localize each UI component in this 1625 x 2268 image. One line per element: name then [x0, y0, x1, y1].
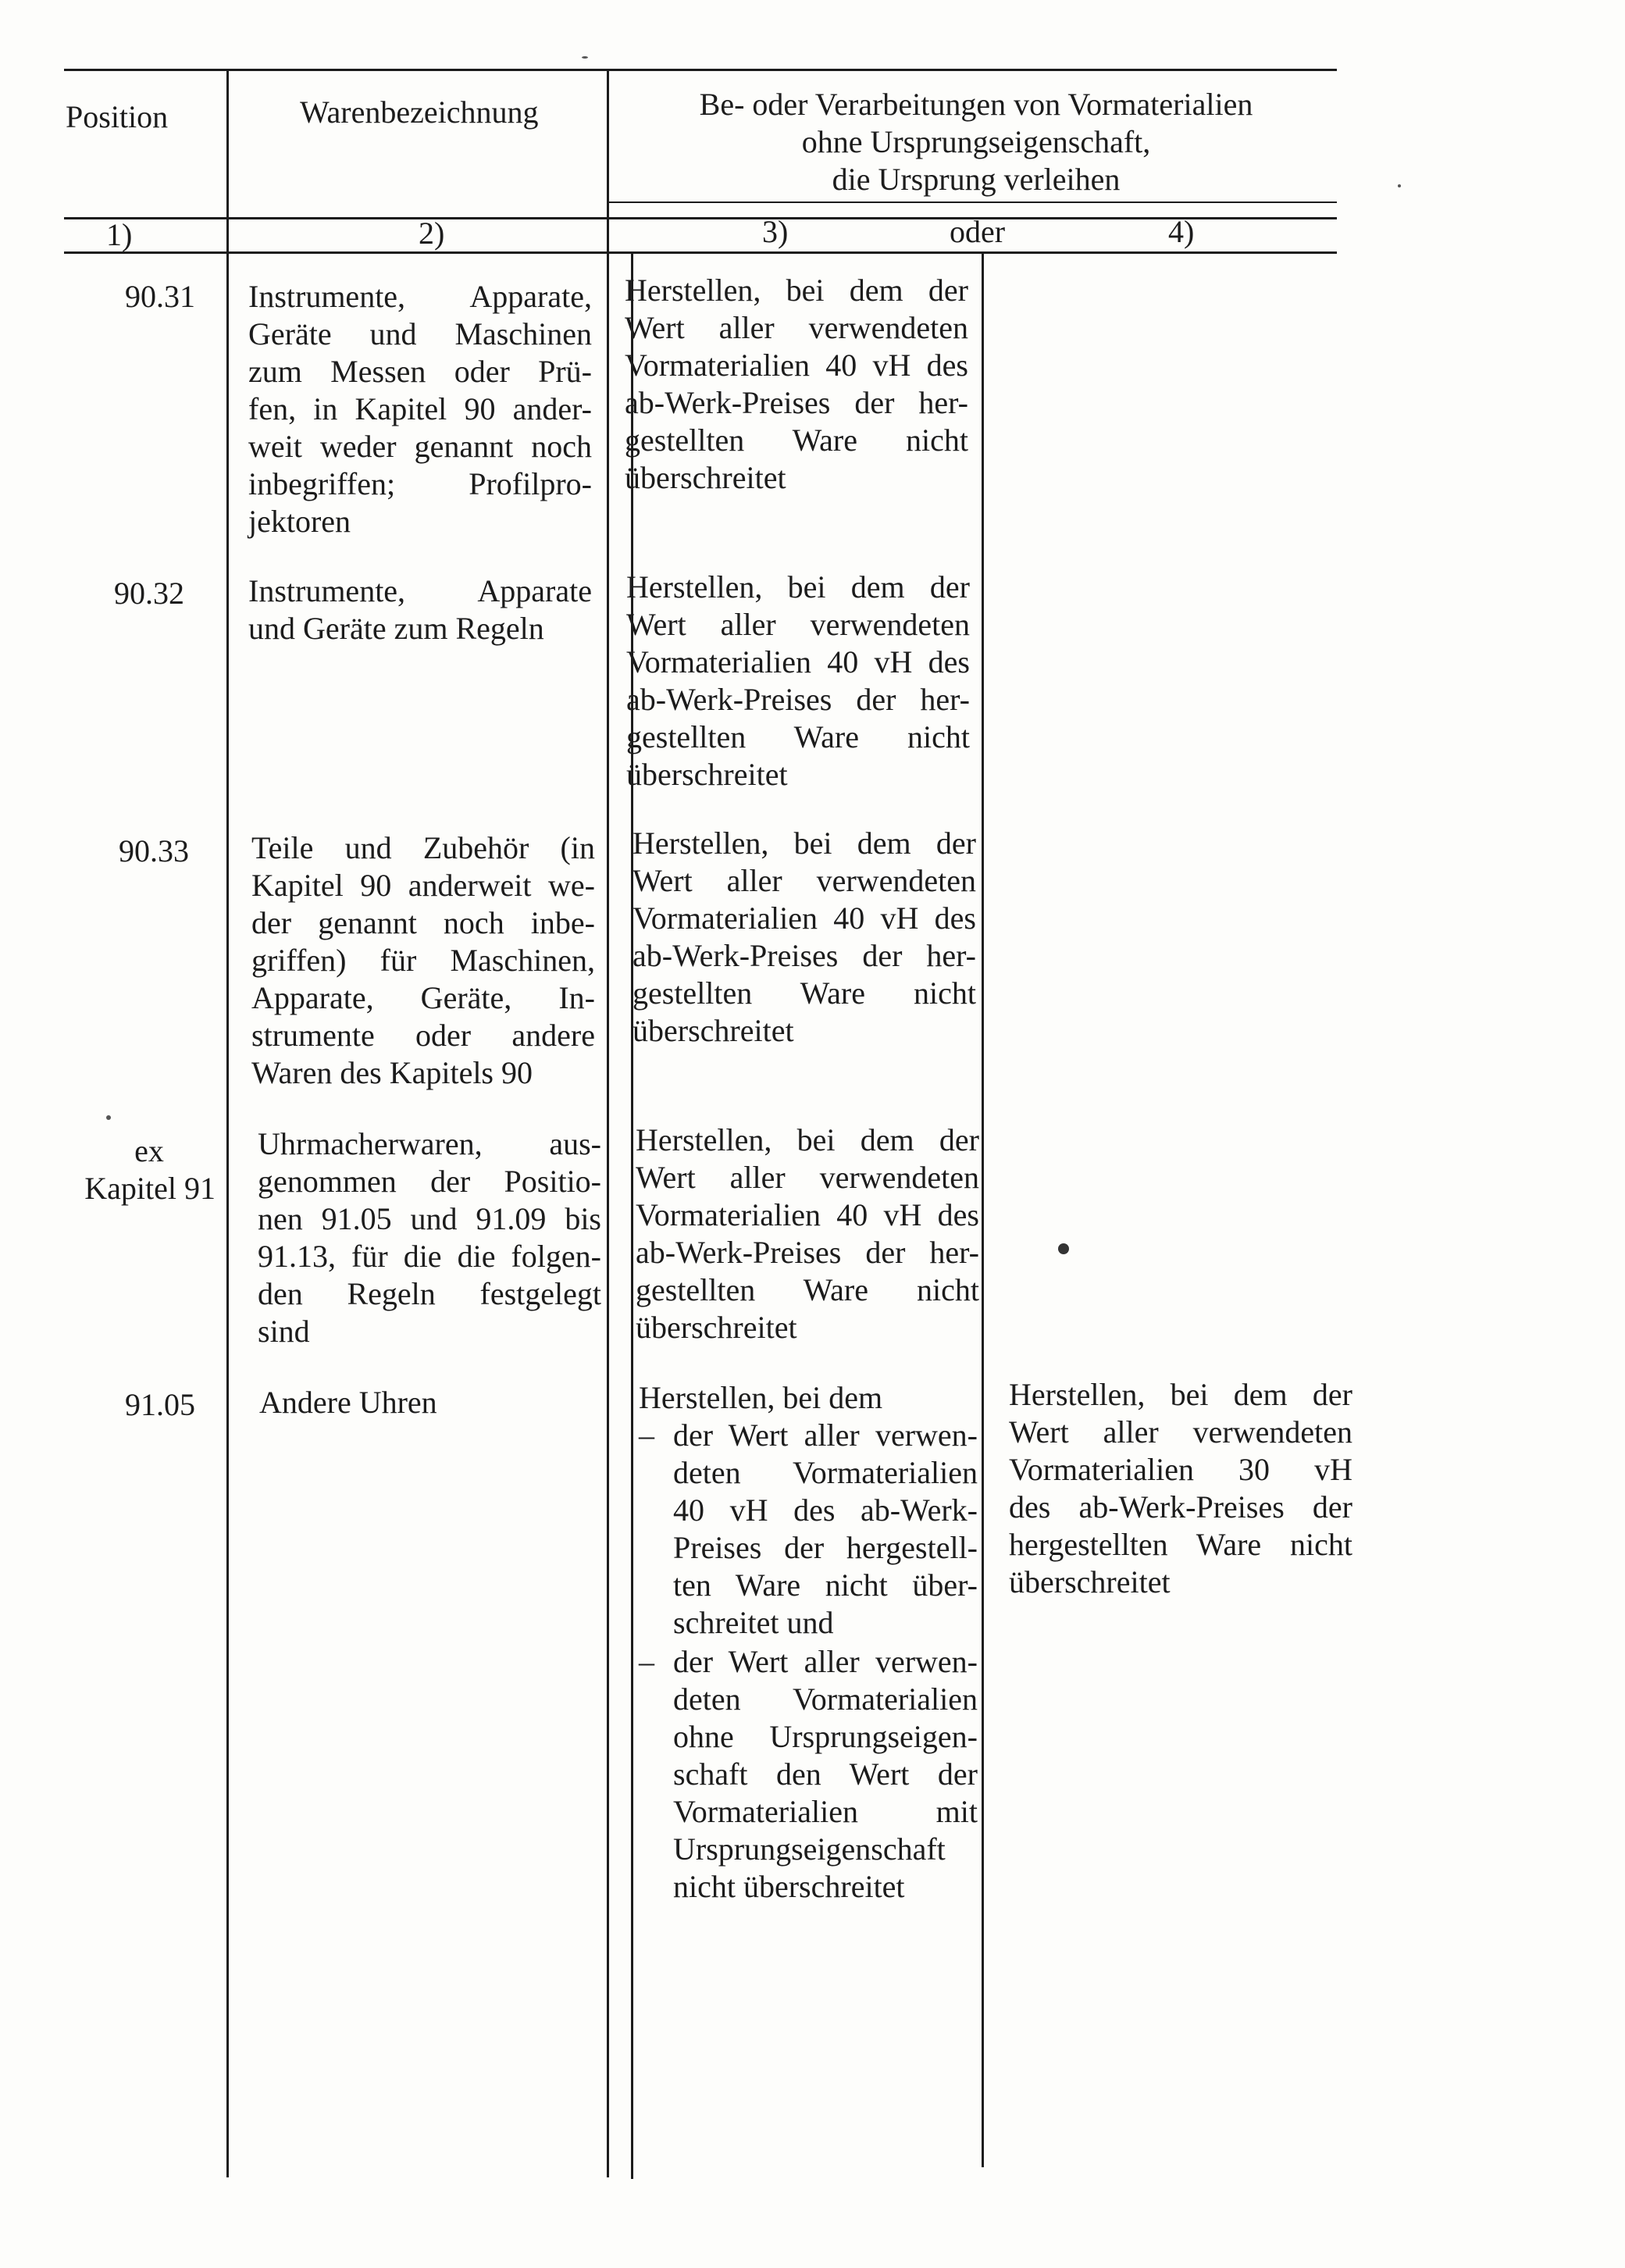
- rule3-line: Vormaterialien 40 vH des: [626, 644, 970, 679]
- header-processing-line: die Ursprung verleihen: [832, 162, 1121, 197]
- row-description: [259, 1384, 603, 1421]
- rule4-line: Vormaterialien 30 vH: [1009, 1452, 1352, 1487]
- row-rule4: [1009, 1376, 1352, 1601]
- description-line: jektoren: [248, 504, 351, 539]
- rule3-line: der Wert aller verwen-: [673, 1644, 978, 1679]
- rule3-line: gestellten Ware nicht: [625, 423, 968, 458]
- rule3-line: gestellten Ware nicht: [636, 1272, 979, 1307]
- description-line: zum Messen oder Prü-: [248, 354, 592, 389]
- rule3-line: ab-Werk-Preises der her-: [626, 682, 970, 717]
- header-position: Position: [66, 99, 169, 134]
- column-number-4: 4): [1168, 214, 1195, 249]
- column-divider-2: [607, 69, 609, 2177]
- header-processing-line: ohne Ursprungseigenschaft,: [801, 124, 1151, 159]
- rule3-line: Wert aller verwendeten: [626, 607, 970, 642]
- table-top-rule: [64, 69, 1337, 71]
- row-position: [67, 575, 184, 612]
- column-divider-1: [226, 69, 229, 2177]
- column-divider-4: [982, 254, 984, 2167]
- description-line: Waren des Kapitels 90: [251, 1055, 533, 1090]
- row-rule3: [636, 1122, 979, 1346]
- position-text: 91.05: [125, 1387, 195, 1422]
- rule3-line: ten Ware nicht über-: [673, 1567, 978, 1603]
- rule3-line: schaft den Wert der: [673, 1756, 978, 1792]
- row-description: [251, 829, 595, 1092]
- header-processing: [625, 86, 1327, 198]
- rule3-line: deten Vormaterialien: [673, 1681, 978, 1717]
- description-line: der genannt noch inbe-: [251, 905, 595, 940]
- rule3-line: Wert aller verwendeten: [636, 1160, 979, 1195]
- header-bottom-rule: [64, 217, 1337, 219]
- description-line: nen 91.05 und 91.09 bis: [258, 1201, 601, 1236]
- rule3-line: nicht überschreitet: [673, 1869, 905, 1904]
- position-text: ex: [134, 1133, 164, 1168]
- row-rule3: [626, 569, 970, 793]
- rule4-line: des ab-Werk-Preises der: [1009, 1489, 1352, 1524]
- header-description: Warenbezeichnung: [300, 94, 539, 130]
- description-line: Uhrmacherwaren, aus-: [258, 1126, 601, 1161]
- row-rule3-intro: Herstellen, bei dem: [639, 1380, 883, 1415]
- row-position: [52, 1132, 216, 1207]
- dash-bullet: –: [639, 1418, 654, 1453]
- row-description: [248, 278, 592, 540]
- rule3-line: ab-Werk-Preises der her-: [625, 385, 968, 420]
- rule3-line: Vormaterialien 40 vH des: [625, 348, 968, 383]
- description-line: Teile und Zubehör (in: [251, 830, 595, 865]
- column-oder-label: oder: [950, 214, 1006, 249]
- description-line: fen, in Kapitel 90 ander-: [248, 391, 592, 426]
- row-position: [78, 278, 195, 316]
- rule3-line: gestellten Ware nicht: [626, 719, 970, 754]
- row-rule3: [625, 272, 968, 497]
- column-number-1: 1): [106, 217, 133, 252]
- rule3-line: deten Vormaterialien: [673, 1455, 978, 1490]
- row-rule3-item-1: [639, 1417, 978, 1642]
- description-line: griffen) für Maschinen,: [251, 943, 595, 978]
- rule3-line: 40 vH des ab-Werk-: [673, 1492, 978, 1528]
- rule3-line: schreitet und: [673, 1605, 834, 1640]
- rule3-line: überschreitet: [626, 757, 788, 792]
- row-rule3-item-2: [639, 1643, 978, 1906]
- rule4-line: hergestellten Ware nicht: [1009, 1527, 1352, 1562]
- rule3-line: überschreitet: [636, 1310, 797, 1345]
- description-line: strumente oder andere: [251, 1018, 595, 1053]
- description-line: 91.13, für die die folgen-: [258, 1239, 601, 1274]
- column-number-3: 3): [762, 214, 789, 249]
- position-text: 90.31: [125, 279, 195, 314]
- column-divider-3: [631, 254, 633, 2179]
- description-line: inbegriffen; Profilpro-: [248, 466, 592, 501]
- position-text: 90.33: [119, 833, 189, 868]
- position-text: Kapitel 91: [84, 1171, 216, 1206]
- header-sub-rule: [609, 201, 1337, 203]
- scan-speck: [582, 56, 588, 59]
- position-text: 90.32: [114, 576, 184, 611]
- rule3-line: überschreitet: [625, 460, 786, 495]
- rule4-line: Herstellen, bei dem der: [1009, 1377, 1352, 1412]
- description-line: weit weder genannt noch: [248, 429, 592, 464]
- rule3-line: Ursprungseigenschaft: [673, 1831, 946, 1867]
- rule3-line: ab-Werk-Preises der her-: [636, 1235, 979, 1270]
- description-line: und Geräte zum Regeln: [248, 611, 544, 646]
- dash-bullet: –: [639, 1644, 654, 1679]
- description-line: Kapitel 90 anderweit we-: [251, 868, 595, 903]
- description-line: Instrumente, Apparate,: [248, 279, 592, 314]
- rule3-line: der Wert aller verwen-: [673, 1418, 978, 1453]
- rule3-line: ohne Ursprungseigen-: [673, 1719, 978, 1754]
- scan-speck: [1058, 1243, 1069, 1254]
- rule3-line: Wert aller verwendeten: [625, 310, 968, 345]
- rule3-line: Vormaterialien mit: [673, 1794, 978, 1829]
- rule3-line: Vormaterialien 40 vH des: [636, 1197, 979, 1232]
- rule3-line: Wert aller verwendeten: [633, 863, 976, 898]
- row-position: [72, 833, 189, 870]
- row-description: [258, 1125, 601, 1350]
- description-line: Andere Uhren: [259, 1385, 437, 1420]
- row-position: [78, 1386, 195, 1424]
- rule3-line: Herstellen, bei dem der: [636, 1122, 979, 1157]
- rule3-line: Herstellen, bei dem der: [633, 826, 976, 861]
- description-line: Geräte und Maschinen: [248, 316, 592, 351]
- description-line: sind: [258, 1314, 310, 1349]
- rule3-line: Preises der hergestell-: [673, 1530, 978, 1565]
- rule4-line: überschreitet: [1009, 1564, 1171, 1599]
- scan-speck: [106, 1115, 111, 1120]
- description-line: Apparate, Geräte, In-: [251, 980, 595, 1015]
- rule4-line: Wert aller verwendeten: [1009, 1414, 1352, 1450]
- column-numbers-rule: [64, 251, 1337, 254]
- scan-speck: [1398, 184, 1401, 187]
- description-line: Instrumente, Apparate: [248, 573, 592, 608]
- column-number-2: 2): [419, 216, 445, 251]
- rule3-line: ab-Werk-Preises der her-: [633, 938, 976, 973]
- rule3-line: gestellten Ware nicht: [633, 975, 976, 1011]
- rule3-line: Vormaterialien 40 vH des: [633, 900, 976, 936]
- rule3-line: überschreitet: [633, 1013, 794, 1048]
- description-line: den Regeln festgelegt: [258, 1276, 601, 1311]
- rule3-line: Herstellen, bei dem der: [626, 569, 970, 604]
- description-line: genommen der Positio-: [258, 1164, 601, 1199]
- header-processing-line: Be- oder Verarbeitungen von Vormaterialien: [699, 87, 1253, 122]
- rule3-line: Herstellen, bei dem der: [625, 273, 968, 308]
- row-rule3: [633, 825, 976, 1050]
- row-description: [248, 572, 592, 647]
